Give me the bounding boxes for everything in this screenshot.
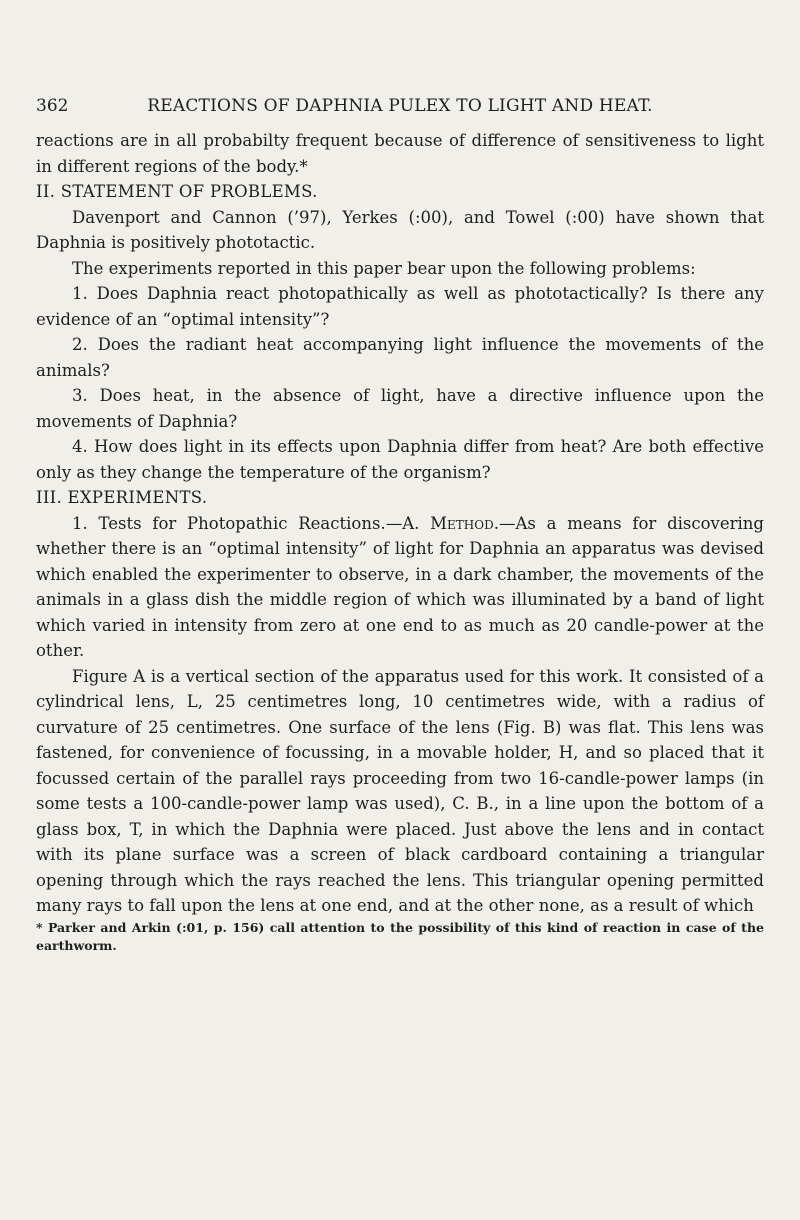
- problem-1: 1. Does Daphnia react photopathically as well as phototactically? Is there any evidence of an “optimal intensity”?: [36, 284, 764, 329]
- method-prefix: —A.: [385, 513, 420, 533]
- problem-2: 2. Does the radiant heat accompanying light influence the movements of the animals?: [36, 335, 764, 380]
- running-head: [36, 96, 764, 118]
- running-title: REACTIONS OF DAPHNIA PULEX TO LIGHT AND HEAT.: [147, 96, 653, 116]
- footnote: * Parker and Arkin (:01, p. 156) call attention to the possibility of this kind of reaction in case of the earthworm.: [36, 919, 764, 953]
- method-label: Method: [430, 513, 494, 533]
- section-heading-experiments: III. EXPERIMENTS.: [36, 488, 208, 507]
- intro-paragraph: reactions are in all probabilty frequent because of difference of sensitiveness to light in different regions of the body.*: [36, 131, 764, 176]
- experiments-paragraph-2: Figure A is a vertical section of the apparatus used for this work. It consisted of a cylindrical lens, L, 25 centimetres long, 10 centimetres wide, with a radius of curvature of 25 centimetres. One surface of the lens (Fig. B) was flat. This lens was fastened, for convenience of focussing, in a movable holder, H, and so placed that it focussed certain of the parallel rays proceeding from two 16-candle-power lamps (in some tests a 100-candle-power lamp was used), C. B., in a line upon the bottom of a glass box, T, in which the Daphnia were placed. Just above the lens and in contact with its plane surface was a screen of black cardboard containing a triangular opening through which the rays reached the lens. This triangular opening permitted many rays to fall upon the lens at one end, and at the other none, as a result of which: [36, 666, 764, 915]
- section-heading-problems: II. STATEMENT OF PROBLEMS.: [36, 182, 318, 201]
- page-number: 362: [36, 96, 69, 116]
- problem-3: 3. Does heat, in the absence of light, have a directive influence upon the movements of Daphnia?: [36, 386, 764, 431]
- experiments-paragraph-1: [36, 511, 764, 664]
- problems-paragraph-2: The experiments reported in this paper bear upon the following problems:: [72, 258, 696, 278]
- problem-4: 4. How does light in its effects upon Daphnia differ from heat? Are both effective only as they change the temperature of the organism?: [36, 437, 764, 482]
- problems-paragraph-1: Davenport and Cannon (’97), Yerkes (:00), and Towel (:00) have shown that Daphnia is positively phototactic.: [36, 207, 764, 252]
- subsection-label: 1. Tests for Photopathic Reactions.: [72, 513, 386, 533]
- method-text: .—As a means for discovering whether there is an “optimal intensity” of light for Daphnia an apparatus was devised which enabled the experimenter to observe, in a dark chamber, the movements of the animals in a glass dish the middle region of which was illuminated by a band of light which varied in intensity from zero at one end to as much as 20 candle-power at the other.: [36, 513, 764, 660]
- text-block: [36, 128, 764, 955]
